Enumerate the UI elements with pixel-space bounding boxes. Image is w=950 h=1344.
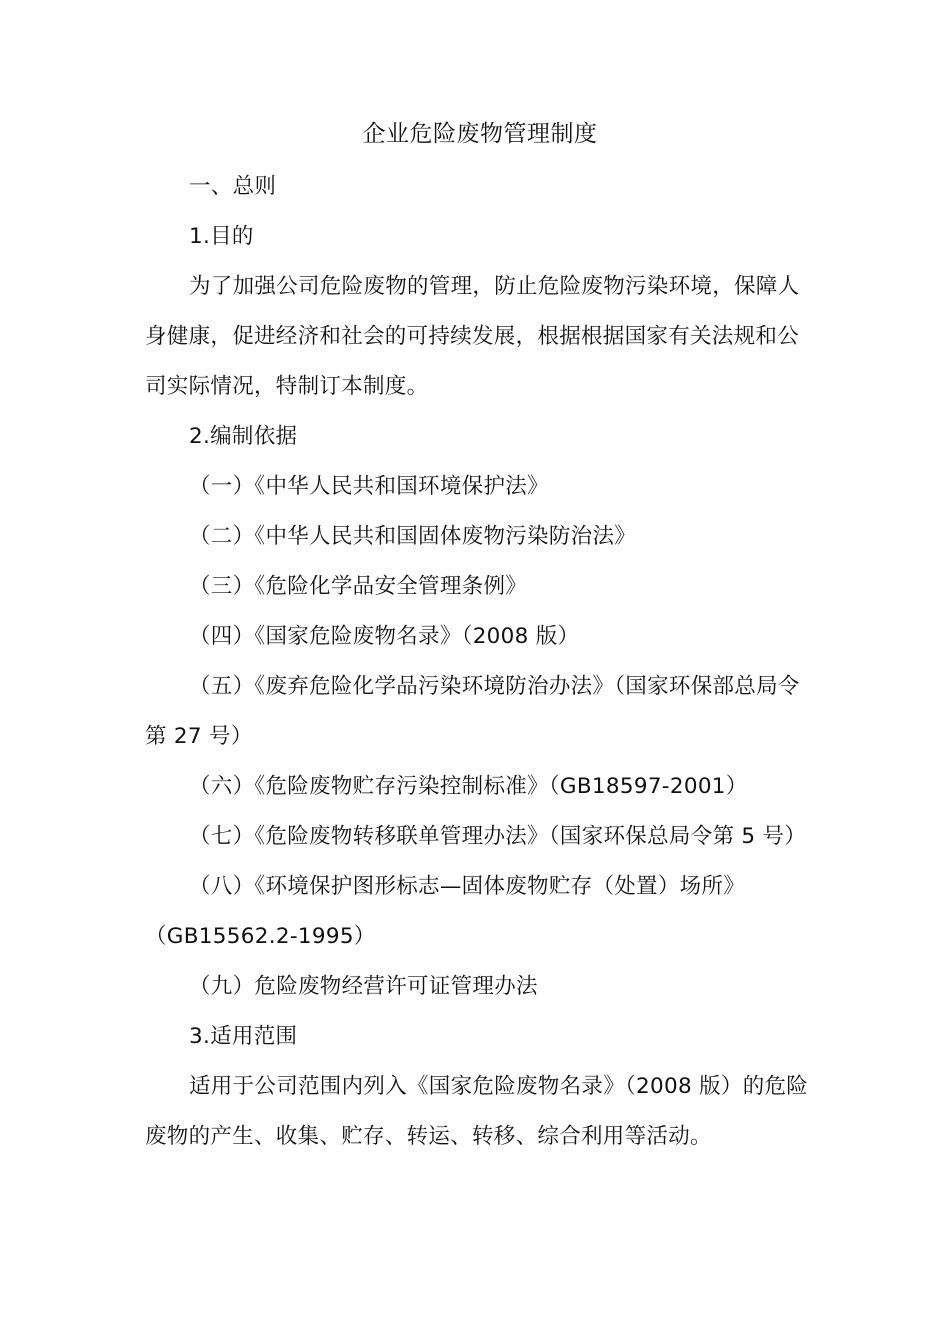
basis-list-item: （一）《中华人民共和国环境保护法》 bbox=[189, 474, 549, 499]
basis-list-item: （五）《废弃危险化学品污染环境防治办法》（国家环保部总局令 bbox=[189, 674, 800, 699]
purpose-paragraph-line: 身健康，促进经济和社会的可持续发展，根据根据国家有关法规和公 bbox=[145, 324, 800, 349]
section-heading-general: 一、总则 bbox=[189, 174, 277, 199]
basis-list-item-continuation: （GB15562.2-1995） bbox=[145, 924, 376, 949]
basis-list-item: （三）《危险化学品安全管理条例》 bbox=[189, 574, 528, 599]
basis-list-item: （四）《国家危险废物名录》（2008 版） bbox=[189, 624, 580, 649]
basis-list-item: （七）《危险废物转移联单管理办法》（国家环保总局令第 5 号） bbox=[189, 824, 807, 849]
basis-list-item-continuation: 第 27 号） bbox=[145, 724, 253, 749]
purpose-paragraph-line: 为了加强公司危险废物的管理，防止危险废物污染环境，保障人 bbox=[189, 274, 800, 299]
document-title: 企业危险废物管理制度 bbox=[362, 121, 598, 147]
subsection-heading-purpose: 1.目的 bbox=[189, 224, 254, 249]
scope-paragraph-line: 废物的产生、收集、贮存、转运、转移、综合利用等活动。 bbox=[145, 1124, 712, 1149]
document-body bbox=[145, 112, 815, 1162]
scope-paragraph-line: 适用于公司范围内列入《国家危险废物名录》（2008 版）的危险 bbox=[189, 1074, 809, 1099]
basis-list-item: （二）《中华人民共和国固体废物污染防治法》 bbox=[189, 524, 637, 549]
basis-list-item: （九）危险废物经营许可证管理办法 bbox=[189, 974, 538, 999]
subsection-heading-scope: 3.适用范围 bbox=[189, 1024, 298, 1049]
basis-list-item: （八）《环境保护图形标志—固体废物贮存（处置）场所》 bbox=[189, 874, 746, 899]
purpose-paragraph-line: 司实际情况，特制订本制度。 bbox=[145, 374, 429, 399]
basis-list-item: （六）《危险废物贮存污染控制标准》（GB18597-2001） bbox=[189, 774, 748, 799]
subsection-heading-basis: 2.编制依据 bbox=[189, 424, 298, 449]
